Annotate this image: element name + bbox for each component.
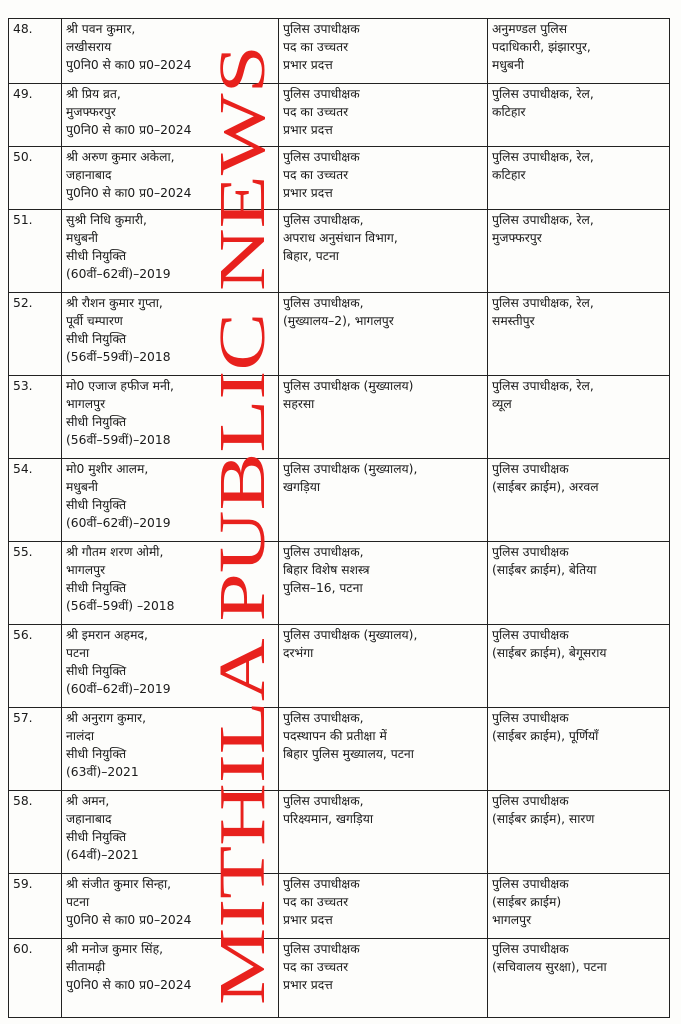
serial-number: 48. <box>13 22 33 36</box>
officer-name-cell <box>62 874 279 939</box>
current-posting-line: प्रभार प्रदत्त <box>283 913 333 927</box>
officer-line: पु0नि0 से का0 प्र0–2024 <box>66 58 192 72</box>
current-posting-cell <box>279 625 488 708</box>
new-posting-cell <box>488 625 670 708</box>
new-posting-cell <box>488 210 670 293</box>
serial-number-cell <box>9 459 62 542</box>
current-posting-line: सहरसा <box>283 397 315 411</box>
serial-number: 49. <box>13 87 33 101</box>
new-posting-cell <box>488 459 670 542</box>
officer-line: (56वीं–59वीं) –2018 <box>66 599 175 613</box>
new-posting-line: (साईबर क्राईम), पूर्णियाँ <box>492 729 599 743</box>
officer-line: (64वीं)–2021 <box>66 848 139 862</box>
officer-name-cell <box>62 293 279 376</box>
new-posting-line: (साईबर क्राईम), बेगूसराय <box>492 646 607 660</box>
officer-line: (60वीं–62वीं)–2019 <box>66 516 171 530</box>
table-row <box>9 791 670 874</box>
table-row <box>9 84 670 147</box>
current-posting-cell <box>279 791 488 874</box>
serial-number: 60. <box>13 942 33 956</box>
officer-name-cell <box>62 625 279 708</box>
officer-name-cell <box>62 376 279 459</box>
new-posting-cell <box>488 939 670 1018</box>
current-posting-line: पुलिस उपाधीक्षक (मुख्यालय) <box>283 379 414 393</box>
current-posting-cell <box>279 708 488 791</box>
officer-line: सीधी नियुक्ति <box>66 498 127 512</box>
officer-line: भागलपुर <box>66 563 106 577</box>
current-posting-line: (मुख्यालय–2), भागलपुर <box>283 314 394 328</box>
officer-line: श्री रौशन कुमार गुप्ता, <box>66 296 163 310</box>
new-posting-line: भागलपुर <box>492 913 532 927</box>
new-posting-line: अनुमण्डल पुलिस <box>492 22 568 36</box>
serial-number-cell <box>9 542 62 625</box>
new-posting-line: कटिहार <box>492 105 526 119</box>
new-posting-cell <box>488 19 670 84</box>
table-row <box>9 376 670 459</box>
current-posting-cell <box>279 376 488 459</box>
new-posting-cell <box>488 708 670 791</box>
table-row <box>9 625 670 708</box>
current-posting-line: पुलिस उपाधीक्षक <box>283 877 360 891</box>
officer-name-cell <box>62 19 279 84</box>
serial-number-cell <box>9 84 62 147</box>
officer-line: मुजफ्फरपुर <box>66 105 116 119</box>
officer-line: श्री प्रिय व्रत, <box>66 87 121 101</box>
current-posting-line: पुलिस उपाधीक्षक <box>283 150 360 164</box>
officer-line: सुश्री निधि कुमारी, <box>66 213 147 227</box>
serial-number: 51. <box>13 213 33 227</box>
current-posting-line: पुलिस उपाधीक्षक, <box>283 545 364 559</box>
officer-line: श्री अरुण कुमार अकेला, <box>66 150 175 164</box>
current-posting-cell <box>279 293 488 376</box>
current-posting-line: पुलिस उपाधीक्षक, <box>283 794 364 808</box>
new-posting-line: पुलिस उपाधीक्षक <box>492 462 569 476</box>
officer-line: (56वीं–59वीं)–2018 <box>66 433 171 447</box>
officer-name-cell <box>62 939 279 1018</box>
current-posting-line: पुलिस उपाधीक्षक <box>283 942 360 956</box>
current-posting-line: पुलिस उपाधीक्षक (मुख्यालय), <box>283 628 418 642</box>
table-row <box>9 939 670 1018</box>
serial-number-cell <box>9 147 62 210</box>
table-row <box>9 210 670 293</box>
officer-line: सीधी नियुक्ति <box>66 415 127 429</box>
officer-line: (63वीं)–2021 <box>66 765 139 779</box>
serial-number-cell <box>9 293 62 376</box>
table-row <box>9 708 670 791</box>
officer-line: मधुबनी <box>66 231 98 245</box>
serial-number-cell <box>9 791 62 874</box>
current-posting-line: पद का उच्चतर <box>283 960 349 974</box>
new-posting-line: पुलिस उपाधीक्षक, रेल, <box>492 296 594 310</box>
table-row <box>9 459 670 542</box>
serial-number: 58. <box>13 794 33 808</box>
watermark-text: MITHILA PUBLIC NEWS <box>212 275 279 1005</box>
current-posting-cell <box>279 147 488 210</box>
current-posting-line: पुलिस उपाधीक्षक, <box>283 213 364 227</box>
table-row <box>9 874 670 939</box>
officer-line: जहानाबाद <box>66 812 112 826</box>
new-posting-cell <box>488 84 670 147</box>
current-posting-line: दरभंगा <box>283 646 314 660</box>
current-posting-line: बिहार पुलिस मुख्यालय, पटना <box>283 747 414 761</box>
new-posting-line: पदाधिकारी, झंझारपुर, <box>492 40 591 54</box>
new-posting-line: समस्तीपुर <box>492 314 535 328</box>
serial-number-cell <box>9 210 62 293</box>
serial-number-cell <box>9 19 62 84</box>
officer-line: श्री इमरान अहमद, <box>66 628 148 642</box>
current-posting-line: पुलिस उपाधीक्षक <box>283 22 360 36</box>
current-posting-line: पुलिस उपाधीक्षक, <box>283 296 364 310</box>
officer-line: सीधी नियुक्ति <box>66 249 127 263</box>
officer-line: जहानाबाद <box>66 168 112 182</box>
serial-number-cell <box>9 376 62 459</box>
current-posting-line: पुलिस उपाधीक्षक (मुख्यालय), <box>283 462 418 476</box>
transfer-posting-table <box>8 18 670 1018</box>
new-posting-line: (साईबर क्राईम), सारण <box>492 812 595 826</box>
officer-line: (56वीं–59वीं)–2018 <box>66 350 171 364</box>
new-posting-line: (साईबर क्राईम), बेतिया <box>492 563 597 577</box>
officer-line: श्री अनुराग कुमार, <box>66 711 146 725</box>
new-posting-line: पुलिस उपाधीक्षक, रेल, <box>492 150 594 164</box>
table-row <box>9 293 670 376</box>
officer-name-cell <box>62 210 279 293</box>
serial-number-cell <box>9 708 62 791</box>
officer-line: श्री अमन, <box>66 794 110 808</box>
officer-line: सीधी नियुक्ति <box>66 830 127 844</box>
new-posting-line: पुलिस उपाधीक्षक <box>492 877 569 891</box>
serial-number: 55. <box>13 545 33 559</box>
current-posting-line: पद का उच्चतर <box>283 105 349 119</box>
current-posting-cell <box>279 874 488 939</box>
officer-line: (60वीं–62वीं)–2019 <box>66 267 171 281</box>
officer-line: सीधी नियुक्ति <box>66 747 127 761</box>
current-posting-cell <box>279 939 488 1018</box>
current-posting-cell <box>279 19 488 84</box>
current-posting-line: अपराध अनुसंधान विभाग, <box>283 231 398 245</box>
serial-number: 57. <box>13 711 33 725</box>
current-posting-cell <box>279 84 488 147</box>
current-posting-cell <box>279 210 488 293</box>
new-posting-cell <box>488 791 670 874</box>
current-posting-line: परिक्ष्यमान, खगड़िया <box>283 812 374 826</box>
current-posting-cell <box>279 459 488 542</box>
officer-line: पु0नि0 से का0 प्र0–2024 <box>66 978 192 992</box>
new-posting-line: (सचिवालय सुरक्षा), पटना <box>492 960 607 974</box>
new-posting-line: व्यूल <box>492 397 512 411</box>
officer-line: श्री गौतम शरण ओमी, <box>66 545 164 559</box>
current-posting-cell <box>279 542 488 625</box>
officer-line: सीधी नियुक्ति <box>66 332 127 346</box>
new-posting-line: पुलिस उपाधीक्षक, रेल, <box>492 87 594 101</box>
serial-number: 56. <box>13 628 33 642</box>
officer-line: पु0नि0 से का0 प्र0–2024 <box>66 123 192 137</box>
new-posting-cell <box>488 542 670 625</box>
new-posting-line: मुजफ्फरपुर <box>492 231 542 245</box>
serial-number: 59. <box>13 877 33 891</box>
serial-number: 54. <box>13 462 33 476</box>
current-posting-line: बिहार, पटना <box>283 249 339 263</box>
new-posting-cell <box>488 376 670 459</box>
new-posting-line: (साईबर क्राईम) <box>492 895 562 909</box>
current-posting-line: बिहार विशेष सशस्त्र <box>283 563 370 577</box>
table-row <box>9 147 670 210</box>
officer-line: श्री पवन कुमार, <box>66 22 136 36</box>
officer-line: सीधी नियुक्ति <box>66 664 127 678</box>
officer-name-cell <box>62 791 279 874</box>
officer-line: मो0 एजाज हफीज मनी, <box>66 379 174 393</box>
current-posting-line: पद का उच्चतर <box>283 40 349 54</box>
officer-line: श्री मनोज कुमार सिंह, <box>66 942 164 956</box>
serial-number-cell <box>9 939 62 1018</box>
officer-line: सीधी नियुक्ति <box>66 581 127 595</box>
new-posting-line: पुलिस उपाधीक्षक <box>492 628 569 642</box>
current-posting-line: प्रभार प्रदत्त <box>283 978 333 992</box>
new-posting-cell <box>488 147 670 210</box>
officer-name-cell <box>62 84 279 147</box>
new-posting-line: कटिहार <box>492 168 526 182</box>
current-posting-line: पद का उच्चतर <box>283 168 349 182</box>
officer-line: पटना <box>66 646 90 660</box>
officer-line: भागलपुर <box>66 397 106 411</box>
current-posting-line: पुलिस उपाधीक्षक, <box>283 711 364 725</box>
new-posting-cell <box>488 293 670 376</box>
officer-name-cell <box>62 147 279 210</box>
new-posting-line: पुलिस उपाधीक्षक <box>492 942 569 956</box>
serial-number-cell <box>9 625 62 708</box>
officer-line: श्री संजीत कुमार सिन्हा, <box>66 877 172 891</box>
officer-line: पूर्वी चम्पारण <box>66 314 123 328</box>
current-posting-line: पदस्थापन की प्रतीक्षा में <box>283 729 387 743</box>
current-posting-line: पुलिस उपाधीक्षक <box>283 87 360 101</box>
new-posting-line: पुलिस उपाधीक्षक <box>492 794 569 808</box>
officer-line: (60वीं–62वीं)–2019 <box>66 682 171 696</box>
current-posting-line: पद का उच्चतर <box>283 895 349 909</box>
officer-line: पु0नि0 से का0 प्र0–2024 <box>66 913 192 927</box>
current-posting-line: पुलिस–16, पटना <box>283 581 363 595</box>
table-row <box>9 542 670 625</box>
new-posting-cell <box>488 874 670 939</box>
serial-number: 50. <box>13 150 33 164</box>
serial-number-cell <box>9 874 62 939</box>
new-posting-line: पुलिस उपाधीक्षक <box>492 545 569 559</box>
current-posting-line: प्रभार प्रदत्त <box>283 186 333 200</box>
officer-name-cell <box>62 542 279 625</box>
new-posting-line: पुलिस उपाधीक्षक <box>492 711 569 725</box>
serial-number: 53. <box>13 379 33 393</box>
new-posting-line: पुलिस उपाधीक्षक, रेल, <box>492 379 594 393</box>
officer-line: मधुबनी <box>66 480 98 494</box>
officer-line: पटना <box>66 895 90 909</box>
table-body <box>9 19 670 1018</box>
officer-name-cell <box>62 708 279 791</box>
current-posting-line: खगड़िया <box>283 480 321 494</box>
table-row <box>9 19 670 84</box>
current-posting-line: प्रभार प्रदत्त <box>283 58 333 72</box>
officer-line: पु0नि0 से का0 प्र0–2024 <box>66 186 192 200</box>
current-posting-line: प्रभार प्रदत्त <box>283 123 333 137</box>
new-posting-line: मधुबनी <box>492 58 524 72</box>
officer-line: नालंदा <box>66 729 95 743</box>
officer-line: मो0 मुशीर आलम, <box>66 462 149 476</box>
new-posting-line: पुलिस उपाधीक्षक, रेल, <box>492 213 594 227</box>
officer-name-cell <box>62 459 279 542</box>
officer-line: लखीसराय <box>66 40 112 54</box>
officer-line: सीतामढ़ी <box>66 960 106 974</box>
serial-number: 52. <box>13 296 33 310</box>
new-posting-line: (साईबर क्राईम), अरवल <box>492 480 599 494</box>
